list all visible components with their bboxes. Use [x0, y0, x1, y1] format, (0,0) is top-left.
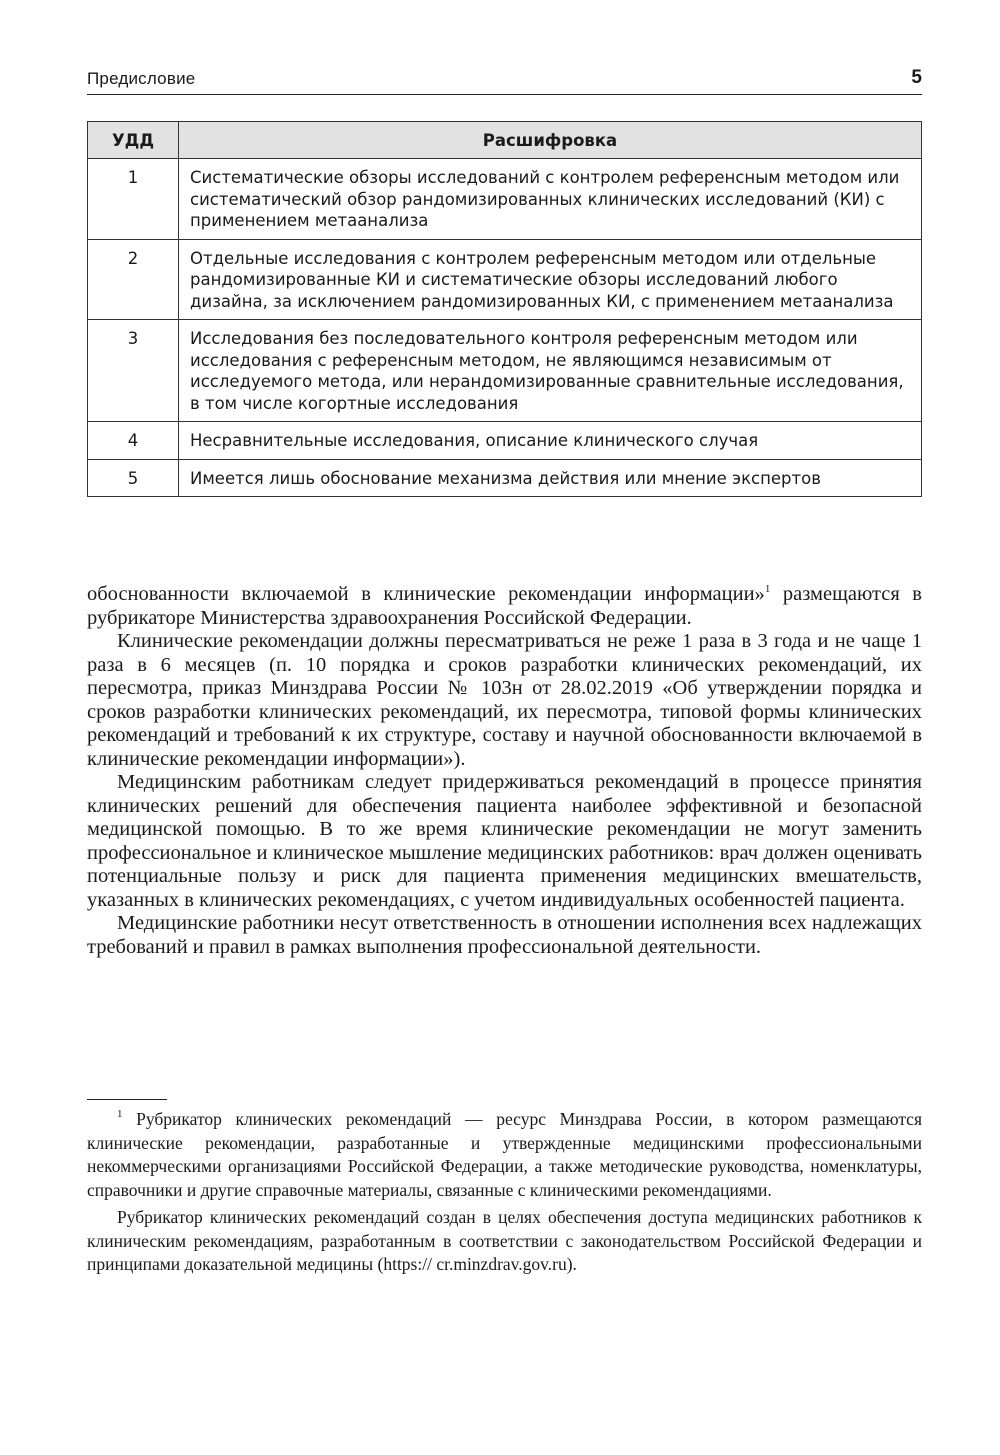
column-header-level: УДД — [88, 122, 179, 159]
table-header-row — [88, 122, 922, 159]
column-header-description: Расшифровка — [179, 122, 922, 159]
footnotes — [87, 1108, 922, 1281]
paragraph-text-tail: размещаются в рубрикаторе Министерства здравоохранения Российской Федерации. — [87, 583, 922, 629]
table-row — [88, 159, 922, 240]
level-cell: 4 — [88, 422, 179, 460]
table-row — [88, 459, 922, 497]
paragraph-revision-terms: Клинические рекомендации должны пересматриваться не реже 1 раза в 3 года и не чаще 1 раза в 6 месяцев (п. 10 порядка и сроков разработки клинических рекомендаций, их пересмотра, приказ Минздрава России № 103н от 28.02.2019 «Об утверждении порядка и сроков разработки клинических рекомендаций, их пересмотра, типовой формы клинических рекомендаций и требований к их структуре, составу и научной обоснованности включаемой в клинические рекомендации информации»). — [87, 630, 922, 770]
paragraph-clinical-decisions: Медицинским работникам следует придерживаться рекомендаций в процессе принятия клинических решений для обеспечения пациента наиболее эффективной и безопасной медицинской помощью. В то же время клинические рекомендации не могут заменить профессиональное и клиническое мышление медицинских работников: врач должен оценивать потенциальные пользу и риск для пациента применения медицинских вмешательств, указанных в клинических рекомендациях, с учетом индивидуальных особенностей пациента. — [87, 771, 922, 911]
table-row — [88, 422, 922, 460]
paragraph-text: обоснованности включаемой в клинические рекомендации информации» — [87, 583, 765, 605]
table-row — [88, 239, 922, 320]
footnote-reference: 1 — [764, 583, 771, 595]
footnote-mark: 1 — [117, 1108, 123, 1120]
footnote-1-continuation: Рубрикатор клинических рекомендаций создан в целях обеспечения доступа медицинских работников к клиническим рекомендациям, разработанным в соответствии с законодательством Российской Федерации и принципами доказательной медицины (https:// cr.minzdrav.gov.ru). — [87, 1207, 922, 1274]
description-cell: Систематические обзоры исследований с контролем референсным методом или систематический обзор рандомизированных клинических исследований (КИ) с применением метаанализа — [179, 159, 922, 240]
level-cell: 5 — [88, 459, 179, 497]
level-cell: 3 — [88, 320, 179, 422]
paragraph-continuation — [87, 583, 922, 630]
chapter-title: Предисловие — [87, 69, 196, 88]
description-cell: Исследования без последовательного контроля референсным методом или исследования с референсным методом, не являющимся независимым от исследуемого метода, или нерандомизированные сравнительные исследования, в том числе когортные исследования — [179, 320, 922, 422]
table-row — [88, 320, 922, 422]
running-header — [87, 66, 922, 95]
paragraph-responsibility: Медицинские работники несут ответственность в отношении исполнения всех надлежащих требований и правил в рамках выполнения профессиональной деятельности. — [87, 912, 922, 958]
description-cell: Отдельные исследования с контролем референсным методом или отдельные рандомизированные КИ и систематические обзоры исследований любого дизайна, за исключением рандомизированных КИ, с применением метаанализа — [179, 239, 922, 320]
footnote-divider — [87, 1099, 167, 1100]
level-cell: 2 — [88, 239, 179, 320]
footnote-1-text: Рубрикатор клинических рекомендаций — ресурс Минздрава России, в котором размещаются клинические рекомендации, разработанные и утвержденные медицинскими профессиональными некоммерческими организациями Российской Федерации, а также методические руководства, номенклатуры, справочники и другие справочные материалы, связанные с клиническими рекомендациями. — [87, 1109, 922, 1200]
description-cell: Несравнительные исследования, описание клинического случая — [179, 422, 922, 460]
evidence-level-table — [87, 121, 922, 497]
level-cell: 1 — [88, 159, 179, 240]
footnote-1 — [87, 1108, 922, 1202]
body-text — [87, 583, 922, 959]
description-cell: Имеется лишь обоснование механизма действия или мнение экспертов — [179, 459, 922, 497]
page-number: 5 — [911, 67, 922, 88]
